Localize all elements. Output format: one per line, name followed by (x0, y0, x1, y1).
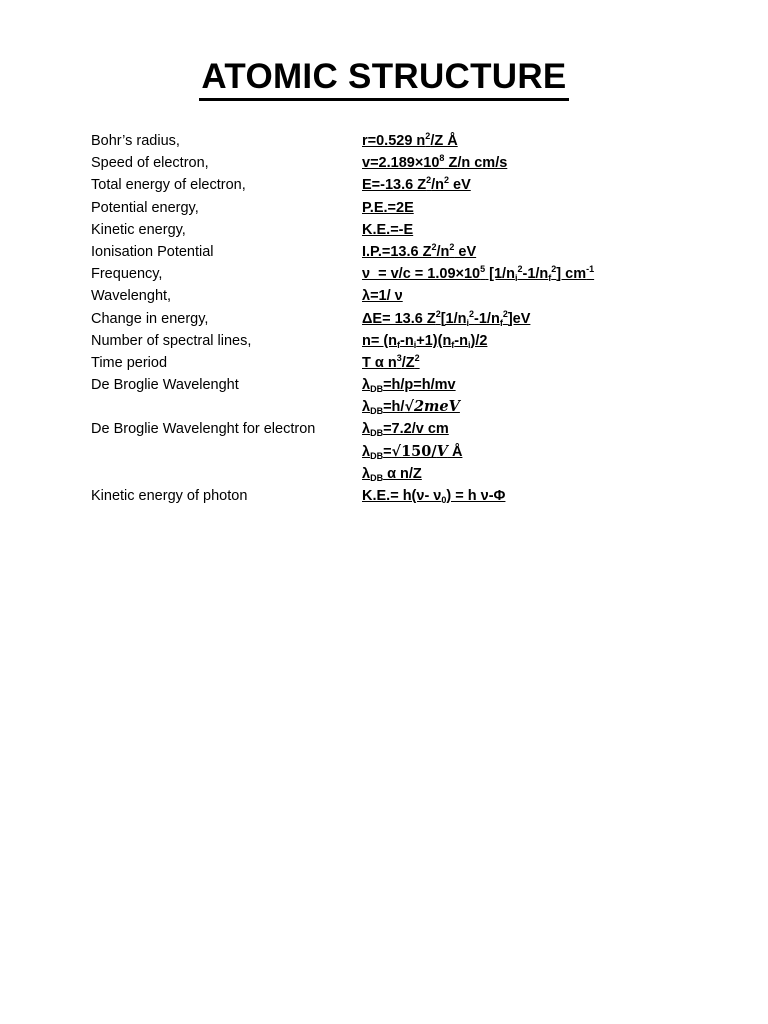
row-label: Ionisation Potential (91, 243, 214, 260)
page-title-wrap (0, 56, 768, 101)
formula-ionisation-potential: I.P.=13.6 $Z^2/n^2$ eV (362, 241, 477, 260)
row-label: De Broglie Wavelenght for electron (91, 421, 316, 438)
page-title: ATOMIC STRUCTURE (199, 56, 568, 101)
formula-row (0, 352, 768, 374)
formula-kinetic-energy: K.E.=-E (362, 221, 414, 238)
formula-row (0, 130, 768, 152)
formula-spectral-lines: $n= (n_f-n_i+1)(n_f-n_i)/2$ (362, 332, 488, 350)
row-label: Kinetic energy, (91, 221, 186, 238)
formula-row (0, 374, 768, 396)
formula-row (0, 330, 768, 352)
formula-de-broglie: $\lambda_{DB}=h/p=h/mv$ (362, 377, 456, 395)
formula-row (0, 241, 768, 263)
formula-row (0, 263, 768, 285)
formula-photon-kinetic-energy: K.E.= h(ν- $\nu_0) = h$ ν-Φ (362, 488, 506, 505)
row-label: Kinetic energy of photon (91, 488, 248, 504)
formula-list (0, 130, 768, 507)
formula-de-broglie-electron: $\lambda_{DB}=7.2/v$ cm (362, 421, 449, 439)
formula-row (0, 308, 768, 330)
row-label: Total energy of electron, (91, 177, 246, 194)
formula-row (0, 174, 768, 196)
formula-energy-change: ΔE= 13.6 $Z^2[1/n_i^2-1/n_f^2]eV$ (362, 308, 531, 328)
formula-row (0, 485, 768, 507)
formula-row (0, 285, 768, 307)
row-label: Bohr’s radius, (91, 133, 180, 149)
formula-potential-energy: P.E.=2E (362, 199, 414, 216)
formula-row (0, 396, 768, 418)
formula-row (0, 197, 768, 219)
formula-bohr-radius: r=0.529 $n^2/Z$ Å (362, 131, 458, 149)
formula-row (0, 219, 768, 241)
formula-electron-speed: $v=2.189\times 10^8$ Z/n cm/s (362, 153, 508, 172)
row-label: Number of spectral lines, (91, 332, 252, 349)
row-label: Frequency, (91, 266, 163, 283)
formula-wavelength: λ=1/ ν (362, 288, 403, 305)
row-label: Speed of electron, (91, 155, 209, 172)
formula-de-broglie-voltage: $\lambda_{DB}=h/√2meV$ (362, 398, 460, 417)
row-label: Wavelenght, (91, 288, 172, 305)
formula-row (0, 152, 768, 174)
formula-row (0, 463, 768, 485)
row-label: Change in energy, (91, 310, 209, 327)
formula-total-energy: E=-13.6 $Z^2/n^2$ eV (362, 175, 471, 194)
formula-de-broglie-sqrt: $\lambda_{DB}=√150/V$ Å (362, 442, 463, 461)
formula-time-period: T α $n^3/Z^2$ (362, 352, 420, 371)
formula-row (0, 418, 768, 440)
row-label: De Broglie Wavelenght (91, 377, 239, 394)
row-label: Time period (91, 354, 168, 371)
formula-de-broglie-proportional: $\lambda_{DB}$ α n/Z (362, 465, 422, 483)
row-label: Potential energy, (91, 199, 199, 216)
formula-frequency: $\nu = v/c = 1.09\times 10^5$ $[1/n_i^2-1/n_f^2]$ $cm^{-1}$ (362, 264, 595, 284)
formula-row (0, 441, 768, 463)
